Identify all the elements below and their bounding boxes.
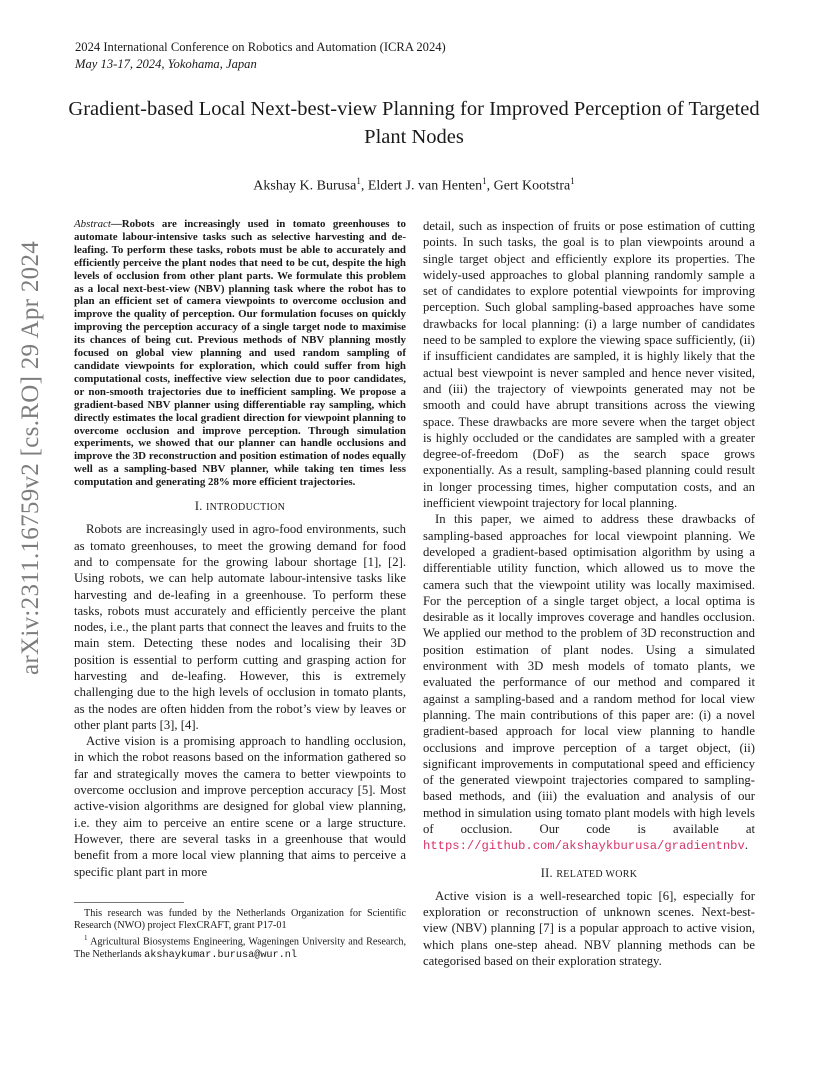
related-work-paragraph-1: Active vision is a well-researched topic [6], especially for exploration or reconstruction of unknown scenes. Next-best-view (NBV) planning [7] is a popular approach to active vision, which plans one-step ahead. NBV planning methods can be categorised based on their exploration strategy. [423,888,755,969]
intro-paragraph-4: In this paper, we aimed to address these drawbacks of sampling-based approaches for local viewpoint planning. We developed a gradient-based optimisation algorithm by using a differentiable utility function, which allowed us to move the camera such that the viewpoint utility was locally maximised. For the perception of a single target object, a local optima is desirable as it locally improves coverage and handles occlusion. We applied our method to the problem of 3D reconstruction and position estimation of plant nodes. Using a simulated environment with 3D mesh models of tomato plants, we evaluated the performance of our method and compared it against a sampling-based and a random method for local view planning. The main contributions of this paper are: (i) a novel gradient-based approach for local view planning to handle occlusions and improve perception of a target object, (ii) significant improvements in computational speed and efficiency of the generated viewpoint trajectories compared to sampling-based methods, and (iii) the evaluation and analysis of our method in simulation using tomato plant models with high levels of occlusion. Our code is available at https://github.com/akshaykburusa/gradientnbv. [423,512,755,854]
author-1-affiliation: 1 [356,176,361,186]
footnote-divider [74,902,184,903]
author-3-affiliation: 1 [570,176,575,186]
arxiv-identifier-stamp: arXiv:2311.16759v2 [cs.RO] 29 Apr 2024 [17,240,44,675]
author-2-affiliation: 1 [482,176,487,186]
funding-footnote: This research was funded by the Netherlands Organization for Scientific Research (NWO) project FlexCRAFT, grant P17-01 [74,907,406,932]
intro-paragraph-1: Robots are increasingly used in agro-food environments, such as tomato greenhouses, to meet the growing demand for food and to compensate for the growing labour shortage [1], [2]. Using robots, we can help automate labour-intensive tasks like harvesting and de-leafing in a greenhouse. To perform these tasks, robots must accurately and efficiently perceive the plant nodes, i.e., the plant parts that connect the leaves and fruits to the main stem. Detecting these nodes and localising their 3D position is essential to perform cutting and grasping action for harvesting and de-leafing. However, this is extremely challenging due to the high levels of occlusion in tomato plants, as the nodes are often hidden from the robot’s view by leaves or other plant parts [3], [4]. [74,522,406,732]
abstract: Abstract—Robots are increasingly used in tomato greenhouses to automate labour-intensive tasks such as selective harvesting and de-leafing. To perform these tasks, robots must be able to accurately and efficiently perceive the plant nodes that need to be cut, despite the high levels of occlusion from other plant parts. We formulate this problem as a local next-best-view (NBV) planning task where the robot has to plan an efficient set of camera viewpoints to overcome occlusion and improve the quality of perception. Our formulation focuses on quickly improving the perception accuracy of a single target node to maximise its chances of being cut. Previous methods of NBV planning mostly focused on global view planning and used random sampling of candidate viewpoints for exploration, which could suffer from high computational costs, ineffective view selection due to poor candidates, or non-smooth trajectories due to inefficient sampling. We propose a gradient-based NBV planner using differentiable ray sampling, which directly estimates the local gradient direction for viewpoint planning to overcome occlusion and improve perception. Through simulation experiments, we showed that our planner can handle occlusions and improve the 3D reconstruction and position estimation of nodes equally well as a sampling-based NBV planner, while taking ten times less computation and generating 28% more efficient trajectories. [74,218,406,489]
affiliation-footnote: $^1$ Agricultural Biosystems Engineering, Wageningen University and Research, The Netherlands akshaykumar.burusa@wur.nl [74,934,406,962]
author-list: Akshay K. Burusa$^1$, Eldert J. van Henten$^1$, Gert Kootstra$^1$ [253,176,575,194]
section-heading-introduction: I. INTRODUCTION [194,499,286,514]
intro-paragraph-2: Active vision is a promising approach to handling occlusion, in which the robot reasons based on the information gathered so far and strategically moves the camera to better viewpoints to overcome occlusion and improve perception accuracy [5]. Most active-vision algorithms are designed for global view planning, i.e. they aim to perceive an entire scene or a large structure. However, there are several tasks in a greenhouse that would benefit from a more local view planning that aims to perceive a specific plant part in more [74,734,406,879]
code-repository-link[interactable]: https://github.com/akshaykburusa/gradientnbv [423,839,745,854]
author-3: Gert Kootstra [493,178,571,194]
section-heading-related-work: II. RELATED WORK [540,865,638,880]
abstract-heading: Abstract [74,218,111,230]
conference-name: 2024 International Conference on Robotics and Automation (ICRA 2024) [75,40,446,54]
abstract-text: Robots are increasingly used in tomato greenhouses to automate labour-intensive tasks such as selective harvesting and de-leafing. To perform these tasks, robots must be able to accurately and efficiently perceive the plant nodes that need to be cut, despite the high levels of occlusion from other plant parts. We formulate this problem as a local next-best-view (NBV) planning task where the robot has to plan an efficient set of camera viewpoints to overcome occlusion and improve the quality of perception. Our formulation focuses on quickly improving the perception accuracy of a single target node to maximise its chances of being cut. Previous methods of NBV planning mostly focused on global view planning and used random sampling of candidate viewpoints for exploration, which could suffer from high computational costs, ineffective view selection due to poor candidates, or non-smooth trajectories due to inefficient sampling. We propose a gradient-based NBV planner using differentiable ray sampling, which directly estimates the local gradient direction for viewpoint planning to overcome occlusion and improve perception. Through simulation experiments, we showed that our planner can handle occlusions and improve the 3D reconstruction and position estimation of nodes equally well as a sampling-based NBV planner, while taking ten times less computation and generating 28% more efficient trajectories. [74,218,406,489]
right-column [423,218,755,969]
author-1: Akshay K. Burusa [253,178,357,194]
venue-header [75,39,446,73]
author-2: Eldert J. van Henten [367,178,483,194]
conference-dates: May 13-17, 2024, Yokohama, Japan [75,57,257,71]
intro-paragraph-3: detail, such as inspection of fruits or pose estimation of cutting points. In such tasks, the goal is to plan viewpoints around a single target object and efficiently explore its properties. The widely-used approaches to global planning randomly sample a set of candidates to explore potential viewpoints for improving perception. Such global sampling-based approaches have some drawbacks for local planning: (i) a large number of candidates need to be sampled to explore the viewing space sufficiently, (ii) if insufficient candidates are sampled, it is highly likely that the actual best viewpoint is never sampled and hence never visited, and (iii) the trajectory of viewpoints generated may not be smooth and could have abrupt transitions across the viewing space. These drawbacks are more severe when the target object is highly occluded or the candidates are sampled with a greater degree-of-freedom (DoF) as the search space grows exponentially. As a result, sampling-based planning could result in longer processing times, higher computation costs, and an inefficient viewpoint trajectory for local planning. [423,219,755,511]
paper-title: Gradient-based Local Next-best-view Planning for Improved Perception of Targeted Plant Nodes [68,98,760,148]
left-column [74,218,406,962]
author-email[interactable]: akshaykumar.burusa@wur.nl [144,950,297,962]
